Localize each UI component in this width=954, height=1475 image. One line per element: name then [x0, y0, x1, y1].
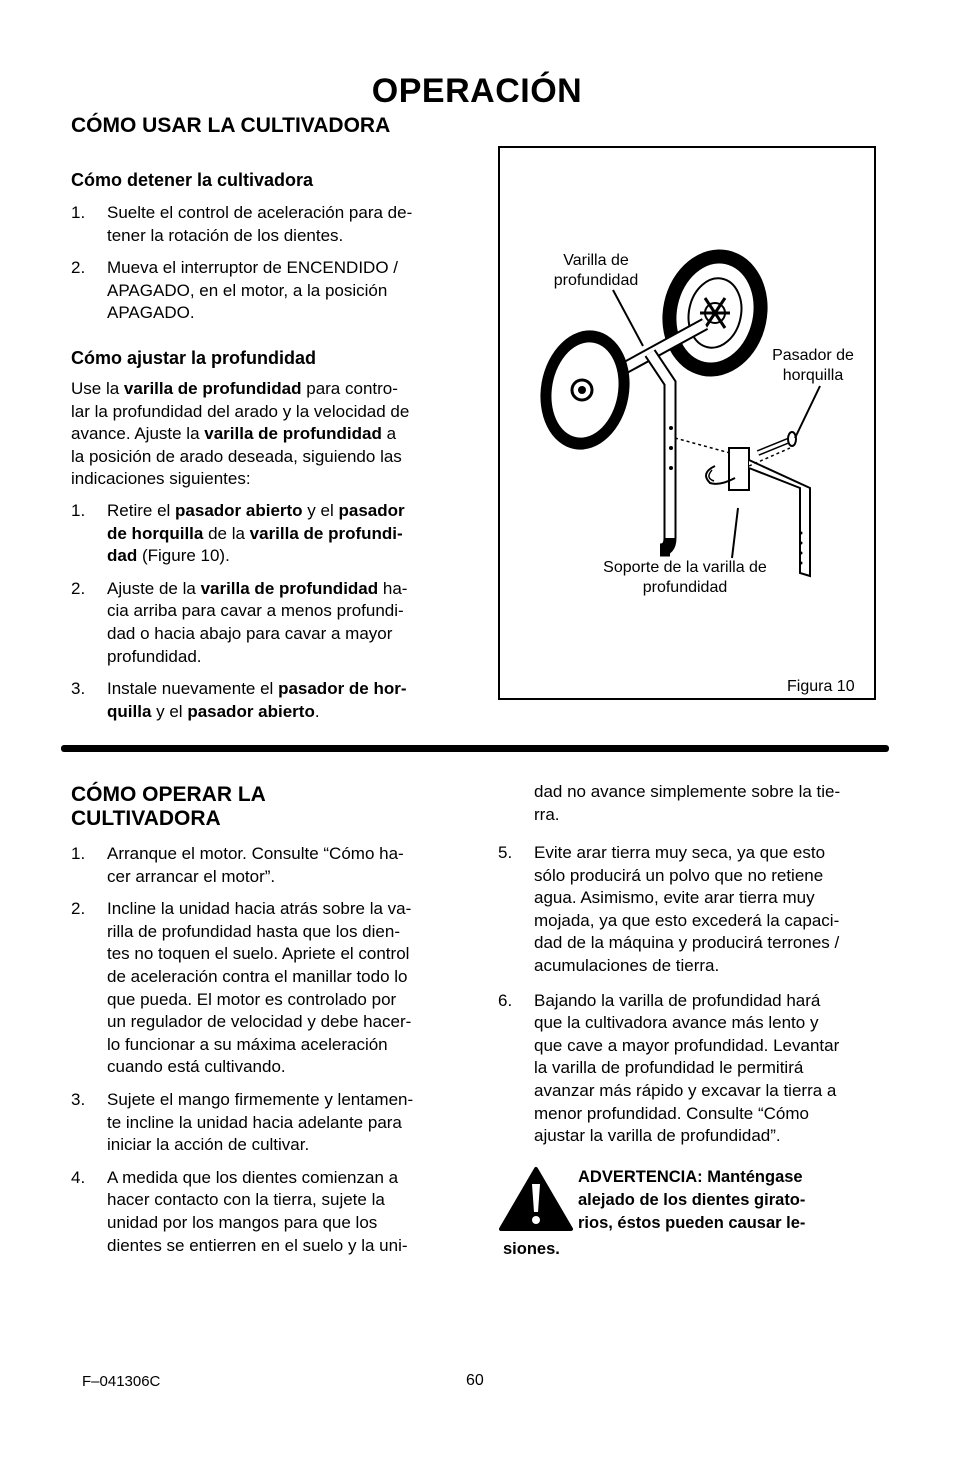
step4-continuation: dad no avance simplemente sobre la tie- rra. [534, 782, 841, 824]
depth-steps [71, 500, 463, 733]
list-item: 1. Retire el pasador abierto y el pasador de horquilla de la varilla de profundi- dad (Figure 10). [71, 501, 405, 566]
section-divider [61, 745, 889, 752]
section-heading-use: CÓMO USAR LA CULTIVADORA [71, 114, 391, 137]
subheading-stop: Cómo detener la cultivadora [71, 170, 314, 190]
label-rod-bracket: Soporte de la varilla de profundidad [603, 559, 767, 596]
document-code: F–041306C [82, 1373, 161, 1390]
depth-intro: Use la varilla de profundidad para contro- lar la profundidad del arado y la velocidad de avance. Ajuste la varilla de profundidad a la posición de arado deseada, siguiendo las indicaciones siguientes: [71, 379, 410, 489]
depth-rod-illustration [500, 148, 873, 697]
page-number: 60 [466, 1372, 484, 1389]
list-item: 5. Evite arar tierra muy seca, ya que esto sólo producirá un polvo que no retiene agua. Asimismo, evite arar tierra muy mojada, ya que esto excederá la capaci- dad de la máquina y producirá terrones / acumulaciones de tierra. [498, 843, 840, 975]
list-item: 2. Incline la unidad hacia atrás sobre la va- rilla de profundidad hasta que los dien- tes no toquen el suelo. Apriete el control de aceleración contra el manillar todo lo que pueda. El motor es controlado por un regulador de velocidad y debe hacer- lo funcionar a su máxima aceleración cuando está cultivando. [71, 899, 412, 1077]
operate-steps-left [71, 843, 463, 1267]
list-item: 2. Ajuste de la varilla de profundidad ha- cia arriba para cavar a menos profundi- dad o hacia abajo para cavar a mayor profundidad. [71, 578, 408, 666]
page-title: OPERACIÓN [371, 72, 583, 110]
warning-triangle-icon [498, 1166, 574, 1232]
list-item: 1. Arranque el motor. Consulte “Cómo ha- cer arrancar el motor”. [71, 844, 404, 886]
section-heading-operate: CÓMO OPERAR LA CULTIVADORA [71, 783, 266, 830]
list-item: 2. Mueva el interruptor de ENCENDIDO / APAGADO, en el motor, a la posición APAGADO. [71, 258, 398, 323]
stop-steps [71, 202, 463, 335]
label-clevis-pin: Pasador de horquilla [772, 347, 854, 384]
operate-steps-right [498, 842, 890, 1158]
label-depth-rod: Varilla de profundidad [553, 252, 639, 289]
warning-text: ADVERTENCIA: Manténgase alejado de los dientes girato- rios, éstos pueden causar le- [578, 1168, 806, 1232]
list-item: 3. Instale nuevamente el pasador de hor- quilla y el pasador abierto. [71, 679, 407, 721]
figure-10 [498, 146, 876, 700]
list-item: 6. Bajando la varilla de profundidad hará que la cultivadora avance más lento y que cave a mayor profundidad. Levantar la varilla de profundidad le permitirá avanzar más rápido y excavar la tierra a menor profundidad. Consulte “Cómo ajustar la varilla de profundidad”. [498, 990, 840, 1146]
figure-caption: Figura 10 [787, 678, 855, 695]
list-item: 4. A medida que los dientes comienzan a hacer contacto con la tierra, sujete la unidad por los mangos para que los dientes se entierren en el suelo y la uni- [71, 1167, 408, 1255]
subheading-depth: Cómo ajustar la profundidad [71, 348, 317, 368]
list-item: 3. Sujete el mango firmemente y lentamen- te incline la unidad hacia adelante para iniciar la acción de cultivar. [71, 1089, 414, 1155]
warning-text-last: siones. [503, 1240, 560, 1258]
list-item: 1. Suelte el control de aceleración para de- tener la rotación de los dientes. [71, 203, 413, 245]
